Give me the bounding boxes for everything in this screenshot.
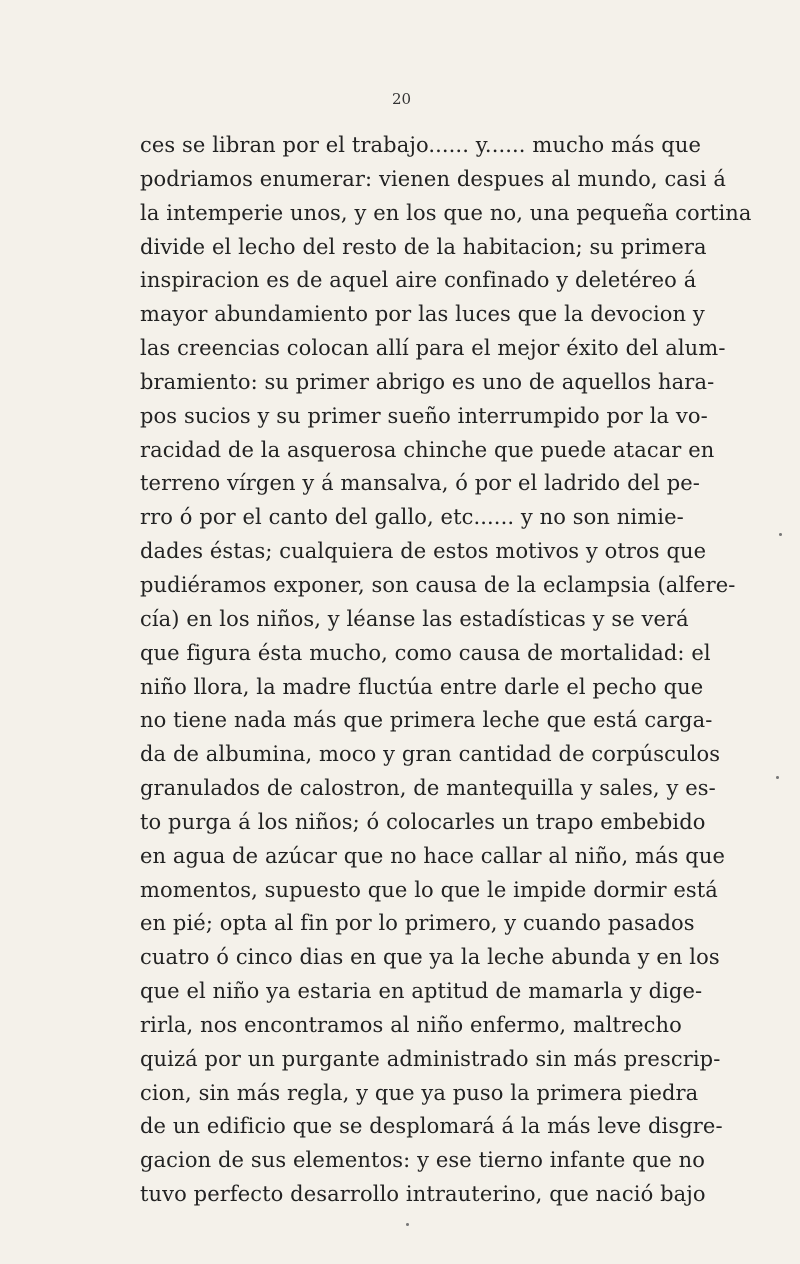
- text-line: cion, sin más regla, y que ya puso la primera piedra: [140, 1080, 699, 1105]
- paper-speck: [406, 1223, 409, 1226]
- text-line: gacion de sus elementos: y ese tierno infante que no: [140, 1148, 705, 1173]
- paper-speck: [776, 776, 779, 779]
- text-line: cuatro ó cinco dias en que ya la leche abunda y en los: [140, 945, 720, 970]
- body-text: [140, 129, 752, 1212]
- text-line: las creencias colocan allí para el mejor éxito del alum-: [140, 336, 726, 361]
- text-line: to purga á los niños; ó colocarles un trapo embebido: [140, 809, 706, 834]
- text-line: dades éstas; cualquiera de estos motivos y otros que: [140, 539, 707, 564]
- text-line: rirla, nos encontramos al niño enfermo, maltrecho: [140, 1012, 682, 1037]
- text-line: bramiento: su primer abrigo es uno de aquellos hara-: [140, 369, 715, 394]
- text-line: terreno vírgen y á mansalva, ó por el ladrido del pe-: [140, 471, 701, 496]
- text-line: que el niño ya estaria en aptitud de mamarla y dige-: [140, 979, 703, 1004]
- text-line: pudiéramos exponer, son causa de la eclampsia (alfere-: [140, 572, 736, 597]
- paper-speck: [779, 533, 782, 536]
- text-line: ces se libran por el trabajo...... y...... mucho más que: [140, 133, 701, 157]
- text-line: mayor abundamiento por las luces que la devocion y: [140, 302, 705, 327]
- text-line: en pié; opta al fin por lo primero, y cuando pasados: [140, 911, 695, 936]
- text-line: quizá por un purgante administrado sin más prescrip-: [140, 1046, 721, 1071]
- text-line: de un edificio que se desplomará á la más leve disgre-: [140, 1114, 723, 1139]
- text-line: divide el lecho del resto de la habitacion; su primera: [140, 234, 707, 259]
- page-number: 20: [392, 90, 412, 108]
- text-line: podriamos enumerar: vienen despues al mundo, casi á: [140, 166, 727, 191]
- text-line: momentos, supuesto que lo que le impide dormir está: [140, 877, 718, 902]
- text-line: no tiene nada más que primera leche que está carga-: [140, 708, 713, 733]
- text-line: inspiracion es de aquel aire confinado y deletéreo á: [140, 268, 697, 293]
- text-line: en agua de azúcar que no hace callar al niño, más que: [140, 843, 725, 868]
- text-line: tuvo perfecto desarrollo intrauterino, que nació bajo: [140, 1182, 706, 1207]
- text-line: da de albumina, moco y gran cantidad de corpúsculos: [140, 742, 721, 767]
- text-line: cía) en los niños, y léanse las estadísticas y se verá: [140, 606, 689, 631]
- text-line: racidad de la asquerosa chinche que puede atacar en: [140, 437, 715, 462]
- text-line: rro ó por el canto del gallo, etc...... y no son nimie-: [140, 505, 684, 530]
- text-line: que figura ésta mucho, como causa de mortalidad: el: [140, 640, 711, 665]
- text-line: la intemperie unos, y en los que no, una pequeña cortina: [140, 200, 752, 225]
- text-line: granulados de calostron, de mantequilla y sales, y es-: [140, 776, 716, 801]
- text-line: pos sucios y su primer sueño interrumpido por la vo-: [140, 403, 708, 428]
- text-line: niño llora, la madre fluctúa entre darle el pecho que: [140, 674, 704, 699]
